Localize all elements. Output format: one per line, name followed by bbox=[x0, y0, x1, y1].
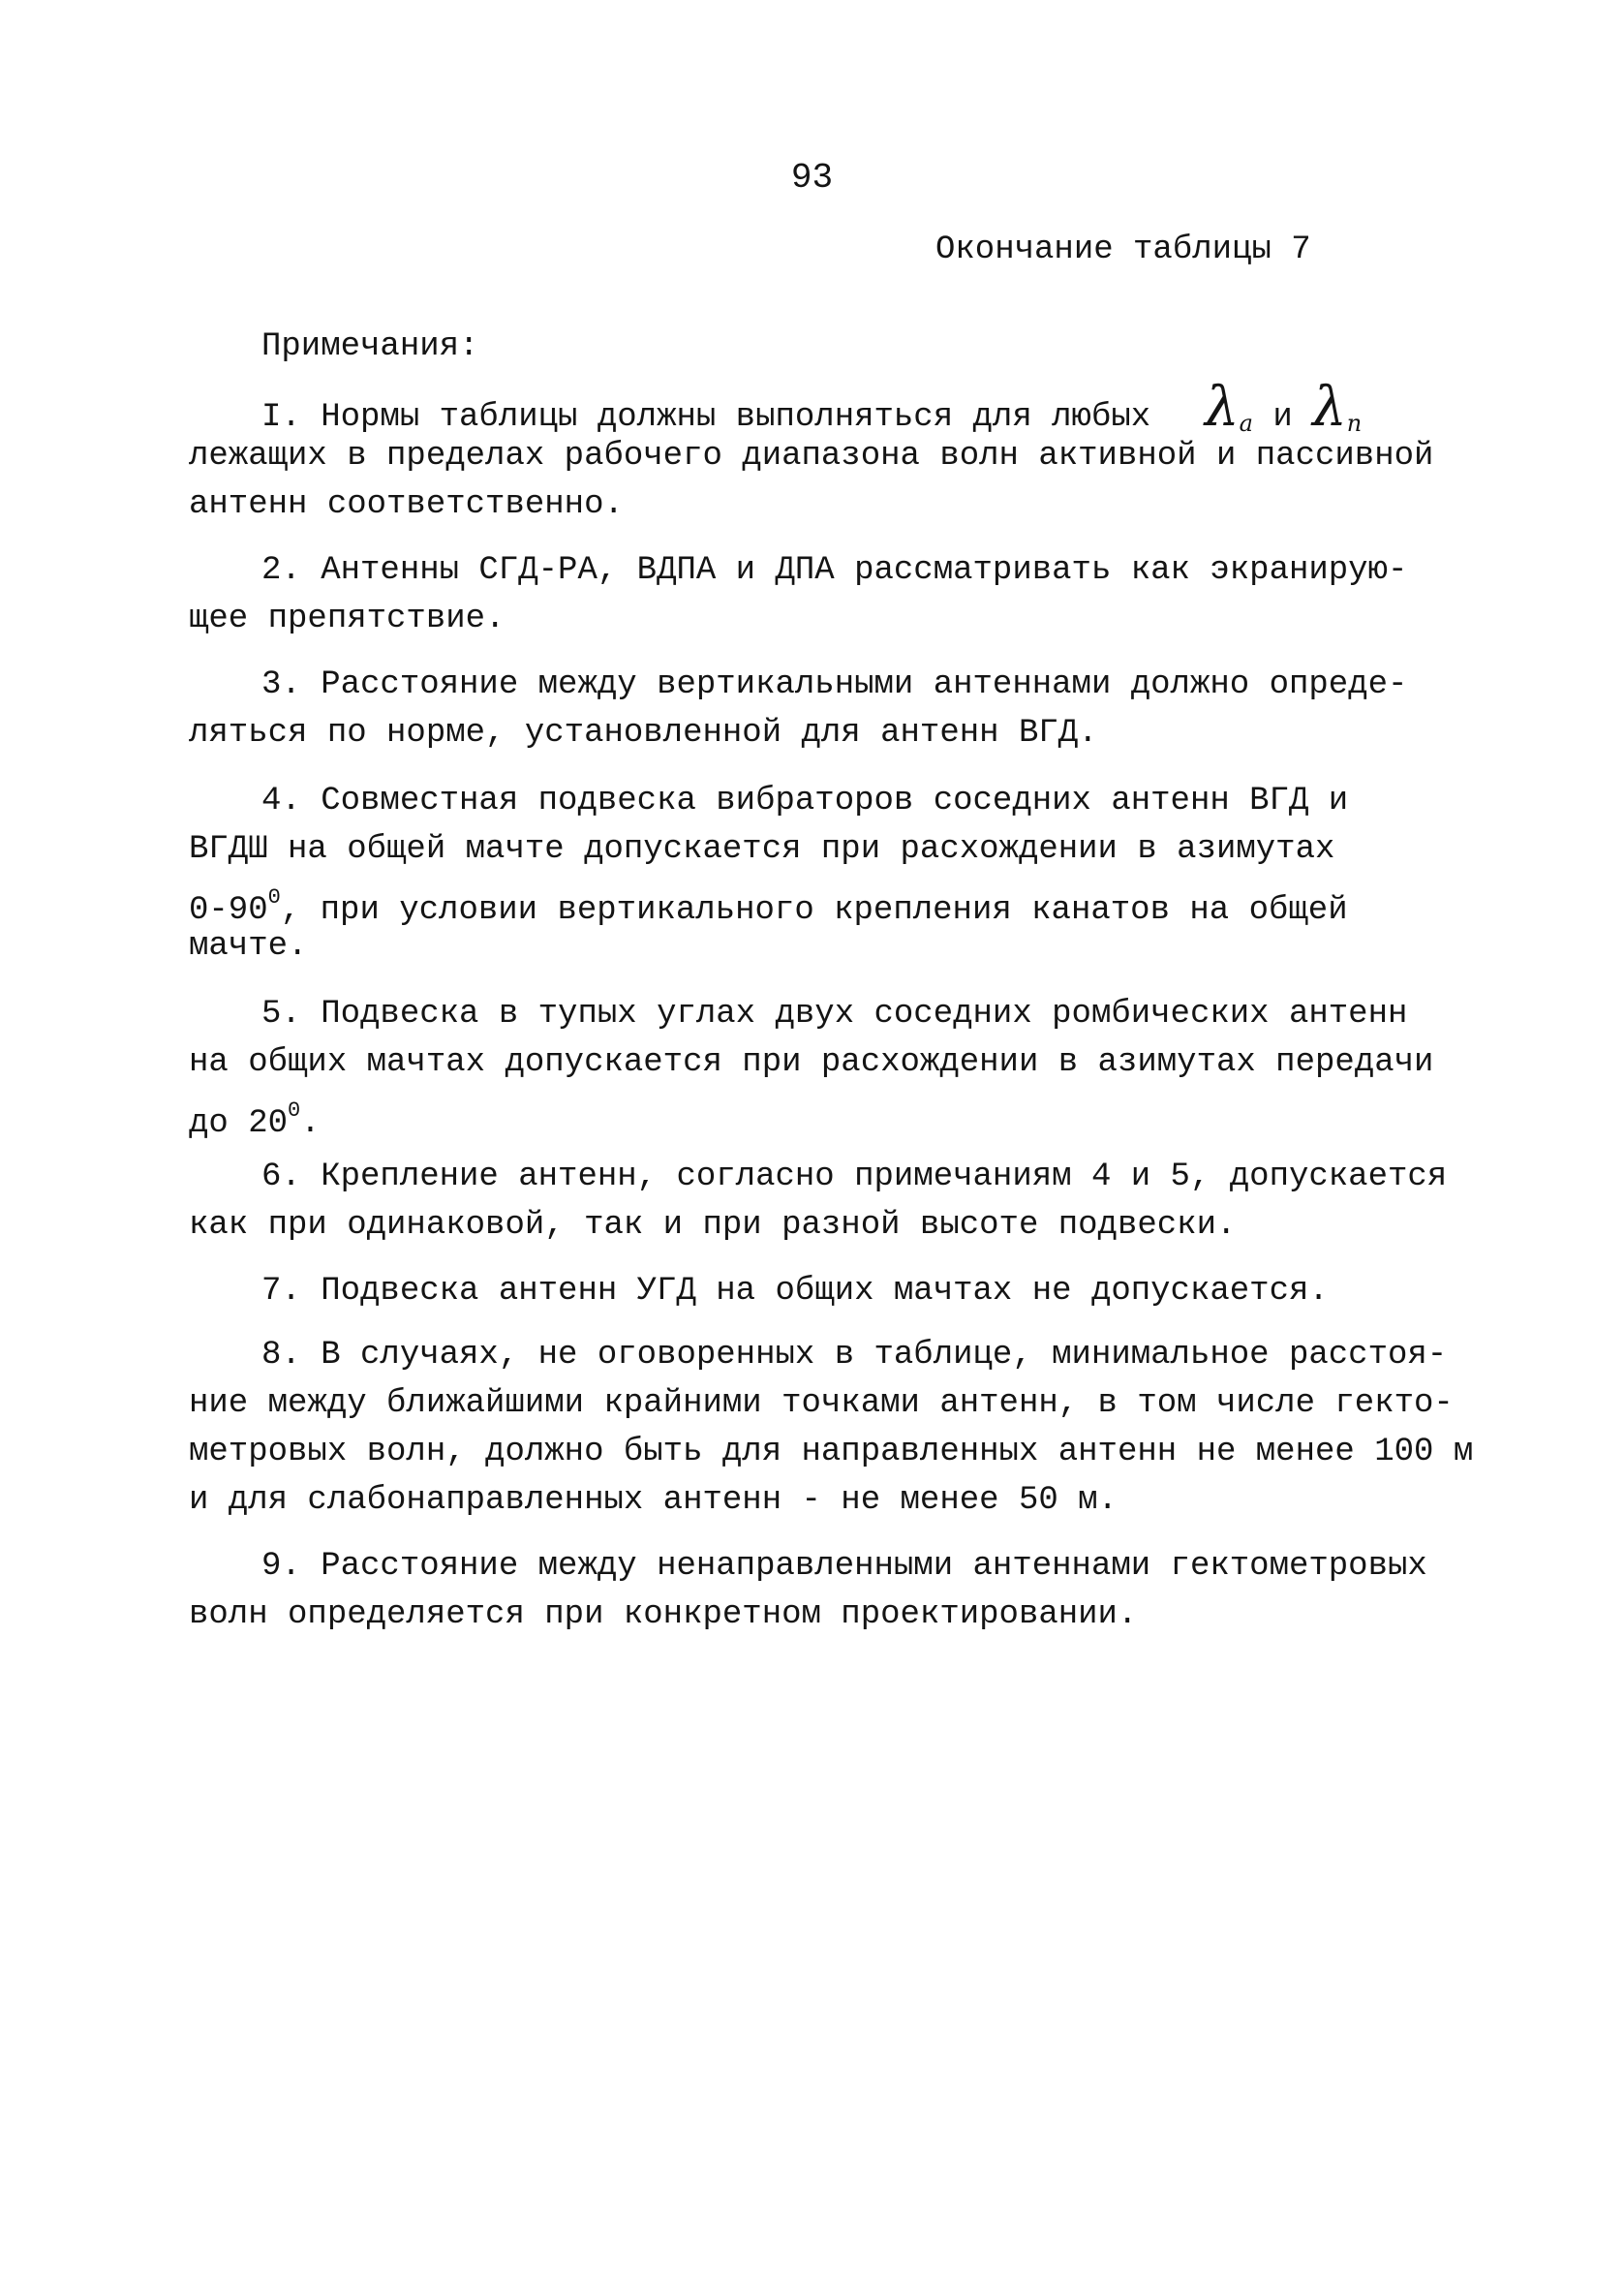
note-8-line-4: и для слабонаправленных антенн - не менее 50 м. bbox=[189, 1482, 1118, 1519]
note-9-line-1: 9. Расстояние между ненаправленными антеннами гектометровых bbox=[261, 1548, 1427, 1585]
note-8-line-3: метровых волн, должно быть для направленных антенн не менее 100 м bbox=[189, 1434, 1474, 1470]
note-1-line-2: лежащих в пределах рабочего диапазона волн активной и пассивной bbox=[189, 438, 1434, 475]
note-5-line-1: 5. Подвеска в тупых углах двух соседних ромбических антенн bbox=[261, 996, 1408, 1033]
note-7-line-1: 7. Подвеска антенн УГД на общих мачтах не допускается. bbox=[261, 1273, 1329, 1310]
note-8-line-1: 8. В случаях, не оговоренных в таблице, минимальное расстоя- bbox=[261, 1337, 1448, 1374]
note-6-line-2: как при одинаковой, так и при разной высоте подвески. bbox=[189, 1207, 1237, 1244]
note-1-conjunction: и bbox=[1272, 399, 1293, 436]
note-1-line-3: антенн соответственно. bbox=[189, 486, 624, 523]
lambda-a-subscript: а bbox=[1239, 410, 1253, 437]
degree-mark: 0 bbox=[267, 885, 281, 910]
note-4-line-4: мачте. bbox=[189, 928, 308, 965]
note-5-line-3 bbox=[189, 1088, 321, 1147]
lambda-p-symbol: λ bbox=[1312, 376, 1347, 439]
note-4-line-3 bbox=[189, 875, 1348, 934]
note-3-line-1: 3. Расстояние между вертикальными антеннами должно опреде- bbox=[261, 666, 1408, 703]
note-4-line-1: 4. Совместная подвеска вибраторов соседних антенн ВГД и bbox=[261, 783, 1349, 819]
degree-mark: 0 bbox=[288, 1098, 301, 1123]
note-5-line-2: на общих мачтах допускается при расхождении в азимутах передачи bbox=[189, 1044, 1434, 1081]
notes-heading: Примечания: bbox=[261, 328, 479, 365]
note-4-line-3-rest: , при условии вертикального крепления канатов на общей bbox=[280, 892, 1348, 929]
lambda-a-symbol: λ bbox=[1205, 376, 1240, 439]
note-6-line-1: 6. Крепление антенн, согласно примечаниям 4 и 5, допускается bbox=[261, 1159, 1448, 1195]
lambda-p-subscript: п bbox=[1346, 410, 1363, 437]
note-4-line-2: ВГДШ на общей мачте допускается при расхождении в азимутах bbox=[189, 831, 1335, 868]
note-9-line-2: волн определяется при конкретном проектировании. bbox=[189, 1596, 1138, 1633]
note-2-line-1: 2. Антенны СГД-РА, ВДПА и ДПА рассматривать как экранирую- bbox=[261, 552, 1408, 589]
page-number: 93 bbox=[790, 158, 834, 198]
table-continuation-caption: Окончание таблицы 7 bbox=[935, 232, 1311, 268]
note-8-line-2: ние между ближайшими крайними точками антенн, в том числе гекто- bbox=[189, 1385, 1454, 1422]
note-5-line-3-rest: . bbox=[300, 1105, 321, 1142]
note-2-line-2: щее препятствие. bbox=[189, 601, 506, 637]
azimuth-range: 0-90 bbox=[189, 892, 268, 929]
note-3-line-2: ляться по норме, установленной для антенн ВГД. bbox=[189, 715, 1098, 752]
azimuth-limit: до 20 bbox=[189, 1105, 289, 1142]
note-1-text: I. Нормы таблицы должны выполняться для любых bbox=[261, 399, 1151, 436]
